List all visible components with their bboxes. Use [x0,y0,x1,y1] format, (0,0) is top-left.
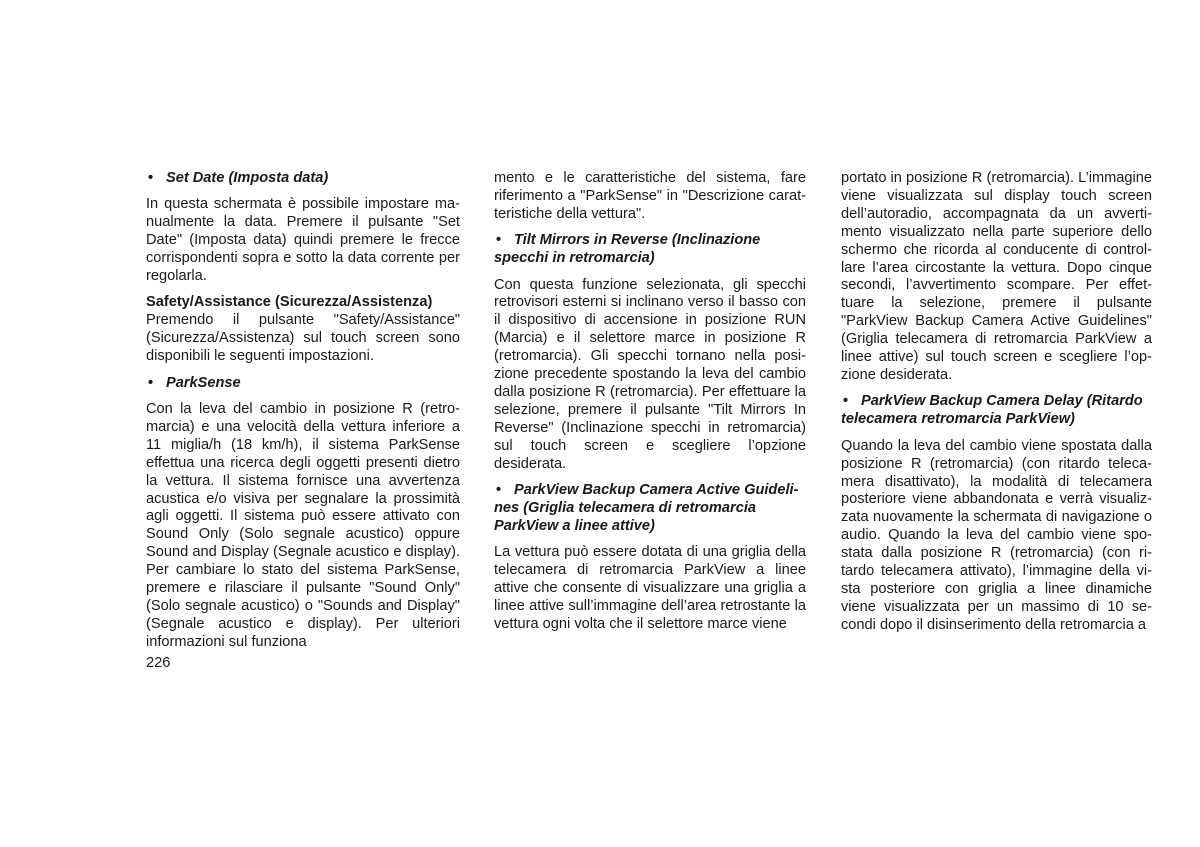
subheading-safety: Safety/Assistance (Sicurezza/Assistenza) [146,294,433,311]
bullet-camera-delay [841,393,1152,429]
bullet-camera-delay-label: ParkView Backup Camera Delay (Ritardo telecamera retromarcia ParkView) [841,393,1143,428]
bullet-active-guidelines-label: ParkView Backup Camera Active Guidelines (Griglia telecamera di retromarcia ParkView a linee attive) [494,482,799,534]
column-middle [494,170,806,642]
paragraph-camera-delay: Quando la leva del cambio viene spostata dalla posizione R (retromarcia) (con ritardo telecamera disattivato), la modalità di telecamera posteriore viene abbandonata e verrà visualizzata nuovamente la schermata di navigazione o audio. Quando la leva del cambio viene spostata dalla posizione R (retromarcia) (con ritardo telecamera attivato), l’immagine della vista posteriore con griglia a linee dinamiche viene visualizzata per un massimo di 10 secondi dopo il disinserimento della retromarcia a [841,437,1152,633]
bullet-dot-icon: • [148,374,154,391]
paragraph-guidelines-continued: portato in posizione R (retromarcia). L’immagine viene visualizzata sul display touch screen dell’autoradio, accompagnata da un avvertimento visualizzato nella parte superiore dello schermo che ricorda al conducente di controllare l’area circostante la vettura. Dopo cinque secondi, l’avvertimento scompare. Per effettuare la selezione, premere il pulsante "ParkView Backup Camera Active Guidelines" (Griglia telecamera di retromarcia ParkView a linee attive) sul touch screen e scegliere l’opzione desiderata. [841,170,1152,383]
bullet-parksense [146,375,460,393]
bullet-dot-icon: • [496,232,502,249]
paragraph-set-date: In questa schermata è possibile impostare manualmente la data. Premere il pulsante "Set Date" (Imposta data) quindi premere le frecce corrispondenti sopra e sotto la data corrente per regolarla. [146,196,460,285]
bullet-dot-icon: • [496,482,502,498]
bullet-tilt-mirrors [494,232,806,268]
bullet-active-guidelines [494,482,806,536]
column-right [841,170,1152,643]
bullet-set-date-label: Set Date (Imposta data) [166,170,329,186]
bullet-parksense-label: ParkSense [166,374,241,391]
bullet-tilt-mirrors-label: Tilt Mirrors in Reverse (Inclinazione specchi in retromarcia) [494,232,761,267]
bullet-dot-icon: • [148,170,154,186]
bullet-dot-icon: • [843,393,849,410]
column-left [146,170,460,660]
paragraph-active-guidelines: La vettura può essere dotata di una griglia della telecamera di retromarcia ParkView a linee attive che consente di visualizzare una griglia a linee attive sull’immagine dell’area retrostante la vettura ogni volta che il selettore marce viene [494,544,806,632]
bullet-set-date [146,170,460,188]
paragraph-safety: Premendo il pulsante "Safety/Assistance" (Sicurezza/Assistenza) sul touch screen sono disponibili le seguenti impostazioni. [146,312,460,365]
paragraph-parksense: Con la leva del cambio in posizione R (retromarcia) e una velocità della vettura inferiore a 11 miglia/h (18 km/h), il sistema ParkSense effettua una ricerca degli oggetti presenti dietro la vettura. Il sistema fornisce una avvertenza acustica e/o visiva per segnalare la prossimità agli oggetti. Il sistema può essere attivato con Sound Only (Solo segnale acustico) oppure Sound and Display (Segnale acustico e display). Per cambiare lo stato del sistema ParkSense, premere e rilasciare il pulsante "Sound Only" (Solo segnale acustico) o "Sounds and Display" (Segnale acustico e display). Per ulteriori informazioni sul funziona [146,400,460,650]
paragraph-tilt-mirrors: Con questa funzione selezionata, gli specchi retrovisori esterni si inclinano verso il basso con il dispositivo di accensione in posizione RUN (Marcia) e il selettore marce in posizione R (retromarcia). Gli specchi tornano nella posizione precedente spostando la leva del cambio dalla posizione R (retromarcia). Per effettuare la selezione, premere il pulsante "Tilt Mirrors In Reverse" (Inclinazione specchi in retromarcia) sul touch screen e scegliere l’opzione desiderata. [494,276,806,472]
page-number: 226 [146,655,171,671]
paragraph-parksense-continued: mento e le caratteristiche del sistema, fare riferimento a "ParkSense" in "Descrizione caratteristiche della vettura". [494,170,806,222]
